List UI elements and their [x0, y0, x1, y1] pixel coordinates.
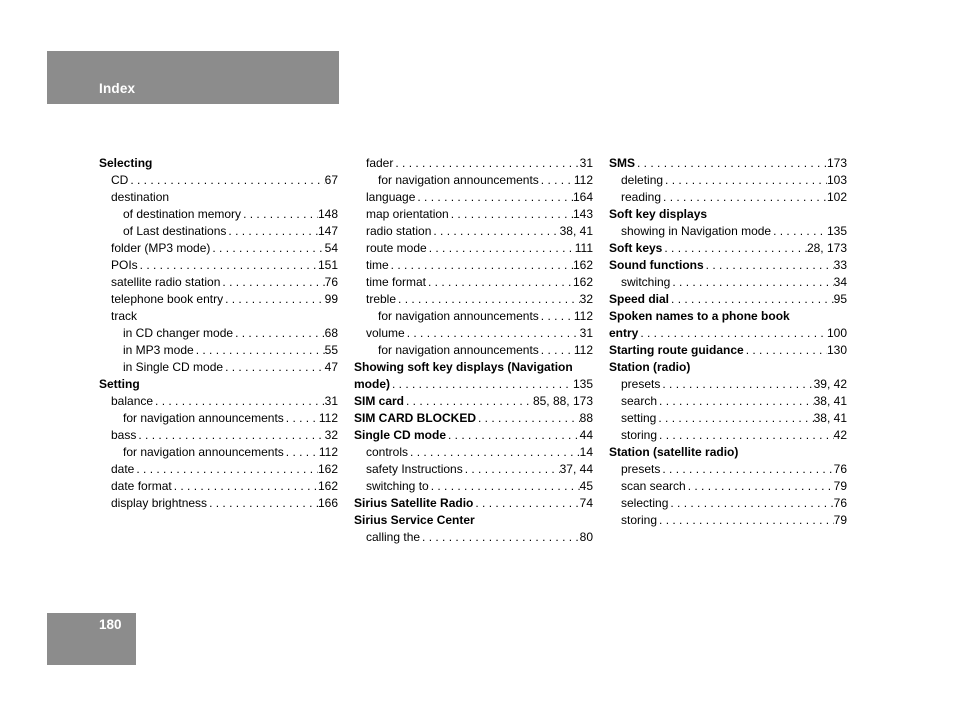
index-entry-term: storing: [621, 428, 658, 442]
index-entry-term: Starting route guidance: [609, 343, 744, 357]
index-entry-pages: 45: [579, 479, 593, 493]
index-entry: [609, 461, 847, 478]
dot-leader: [210, 240, 324, 257]
dot-leader: [136, 427, 324, 444]
index-entry: [609, 359, 847, 376]
dot-leader: [704, 257, 834, 274]
dot-leader: [657, 393, 814, 410]
index-entry: [609, 223, 847, 240]
index-entry-term: setting: [621, 411, 657, 425]
index-entry: [609, 444, 847, 461]
index-entry-pages: 79: [833, 479, 847, 493]
index-entry: [609, 308, 847, 325]
dot-leader: [415, 189, 573, 206]
dot-leader: [284, 410, 319, 427]
index-entry-pages: 31: [579, 326, 593, 340]
index-entry-pages: 151: [317, 258, 338, 272]
index-entry-term: Sirius Satellite Radio: [354, 496, 474, 510]
index-entry: [354, 427, 593, 444]
index-entry-pages: 31: [579, 156, 593, 170]
dot-leader: [429, 478, 580, 495]
index-entry-pages: 76: [833, 496, 847, 510]
dot-leader: [463, 461, 560, 478]
index-entry-term: showing in Navigation mode: [621, 224, 772, 238]
index-entry-pages: 28, 173: [806, 241, 847, 255]
index-entry: [609, 478, 847, 495]
index-entry-pages: 130: [826, 343, 847, 357]
dot-leader: [662, 240, 807, 257]
dot-leader: [128, 172, 324, 189]
index-entry-term: in CD changer mode: [123, 326, 234, 340]
index-entry-term: for navigation announcements: [378, 173, 539, 187]
index-entry-term: search: [621, 394, 658, 408]
dot-leader: [539, 172, 574, 189]
index-entry-term: presets: [621, 377, 661, 391]
dot-leader: [657, 512, 834, 529]
index-entry-term: in MP3 mode: [123, 343, 194, 357]
index-entry-pages: 135: [826, 224, 847, 238]
index-entry: [354, 325, 593, 342]
dot-leader: [153, 393, 325, 410]
index-entry-term: Showing soft key displays (Navigation: [354, 360, 573, 374]
index-entry-pages: 173: [826, 156, 847, 170]
index-entry-pages: 148: [317, 207, 338, 221]
dot-leader: [405, 325, 580, 342]
index-entry-term: switching: [621, 275, 671, 289]
index-entry-term: for navigation announcements: [123, 445, 284, 459]
index-entry-pages: 37, 44: [559, 462, 593, 476]
index-entry-pages: 112: [573, 309, 593, 323]
index-entry: [354, 189, 593, 206]
dot-leader: [635, 155, 827, 172]
index-entry-pages: 103: [826, 173, 847, 187]
index-entry-term: Single CD mode: [354, 428, 447, 442]
index-entry-pages: 44: [579, 428, 593, 442]
index-entry: [354, 495, 593, 512]
dot-leader: [220, 274, 324, 291]
index-entry-pages: 38, 41: [813, 411, 847, 425]
index-entry-term: SIM card: [354, 394, 405, 408]
index-entry-term: volume: [366, 326, 405, 340]
index-entry-pages: 74: [579, 496, 593, 510]
index-entry-pages: 33: [833, 258, 847, 272]
index-entry-term: Speed dial: [609, 292, 670, 306]
index-entry-pages: 143: [572, 207, 593, 221]
index-entry: [609, 206, 847, 223]
dot-leader: [226, 223, 318, 240]
dot-leader: [744, 342, 827, 359]
index-entry: [99, 308, 338, 325]
dot-leader: [656, 410, 813, 427]
dot-leader: [223, 359, 325, 376]
index-entry-term: for navigation announcements: [378, 343, 539, 357]
index-entry-pages: 100: [826, 326, 847, 340]
index-entry-term: of Last destinations: [123, 224, 227, 238]
index-entry-term: deleting: [621, 173, 664, 187]
index-entry-pages: 54: [324, 241, 338, 255]
index-entry: [354, 172, 593, 189]
index-entry: [609, 257, 847, 274]
index-entry-term: scan search: [621, 479, 686, 493]
index-entry-term: SIM CARD BLOCKED: [354, 411, 476, 425]
page-number-tab: [47, 613, 136, 665]
index-entry-term: in Single CD mode: [123, 360, 224, 374]
index-entry: [354, 512, 593, 529]
dot-leader: [284, 444, 319, 461]
dot-leader: [172, 478, 318, 495]
index-entry: [99, 393, 338, 410]
index-entry: [99, 206, 338, 223]
dot-leader: [638, 325, 827, 342]
index-entry-term: safety Instructions: [366, 462, 463, 476]
index-column-2: [354, 155, 593, 546]
index-entry-term: for navigation announcements: [123, 411, 284, 425]
index-entry-pages: 162: [572, 258, 593, 272]
index-entry: [99, 461, 338, 478]
index-entry-pages: 112: [318, 445, 338, 459]
index-entry: [609, 155, 847, 172]
index-entry: [354, 274, 593, 291]
index-entry: [609, 427, 847, 444]
index-header-tab: [47, 51, 339, 104]
dot-leader: [539, 308, 574, 325]
index-entry-term: balance: [111, 394, 154, 408]
index-entry: [99, 325, 338, 342]
index-entry: [99, 291, 338, 308]
index-entry-pages: 111: [574, 241, 593, 255]
index-entry: [609, 495, 847, 512]
index-entry: [99, 240, 338, 257]
index-entry-term: date: [111, 462, 135, 476]
index-entry: [354, 529, 593, 546]
index-entry-term: route mode: [366, 241, 427, 255]
index-entry: [99, 359, 338, 376]
index-entry: [99, 155, 338, 172]
index-entry-pages: 34: [833, 275, 847, 289]
dot-leader: [657, 427, 834, 444]
dot-leader: [539, 342, 574, 359]
index-entry: [609, 393, 847, 410]
index-entry: [609, 274, 847, 291]
index-entry-term: language: [366, 190, 416, 204]
index-entry: [99, 410, 338, 427]
dot-leader: [668, 495, 833, 512]
dot-leader: [476, 410, 580, 427]
index-entry-term: switching to: [366, 479, 429, 493]
dot-leader: [223, 291, 325, 308]
index-entry-pages: 80: [579, 530, 593, 544]
index-entry: [99, 189, 338, 206]
index-entry-pages: 162: [317, 462, 338, 476]
index-entry-pages: 162: [572, 275, 593, 289]
index-entry-pages: 102: [826, 190, 847, 204]
index-entry-term: satellite radio station: [111, 275, 221, 289]
index-entry-term: Selecting: [99, 156, 153, 170]
index-entry-term: CD: [111, 173, 129, 187]
index-entry: [99, 342, 338, 359]
index-entry: [354, 308, 593, 325]
index-entry-pages: 79: [833, 513, 847, 527]
index-entry-pages: 76: [833, 462, 847, 476]
index-entry-term: Soft keys: [609, 241, 663, 255]
dot-leader: [660, 376, 813, 393]
dot-leader: [660, 461, 833, 478]
dot-leader: [426, 274, 573, 291]
index-entry: [354, 240, 593, 257]
index-entry-term: mode): [354, 377, 390, 391]
index-entry-term: controls: [366, 445, 409, 459]
index-entry-term: radio station: [366, 224, 432, 238]
index-entry-term: telephone book entry: [111, 292, 224, 306]
dot-leader: [427, 240, 575, 257]
index-column-1: [99, 155, 338, 512]
index-entry: [99, 274, 338, 291]
index-entry: [354, 291, 593, 308]
index-entry-pages: 67: [324, 173, 338, 187]
dot-leader: [446, 427, 580, 444]
index-entry: [354, 223, 593, 240]
index-entry: [354, 410, 593, 427]
index-entry-pages: 164: [572, 190, 593, 204]
dot-leader: [241, 206, 318, 223]
index-entry-pages: 68: [324, 326, 338, 340]
index-entry: [354, 393, 593, 410]
index-entry: [354, 376, 593, 393]
index-entry-pages: 162: [317, 479, 338, 493]
index-entry-pages: 38, 41: [559, 224, 593, 238]
index-entry-pages: 88: [579, 411, 593, 425]
index-entry: [609, 240, 847, 257]
index-entry-term: SMS: [609, 156, 636, 170]
index-entry-pages: 14: [579, 445, 593, 459]
dot-leader: [233, 325, 325, 342]
dot-leader: [771, 223, 827, 240]
index-entry: [354, 155, 593, 172]
dot-leader: [390, 376, 573, 393]
index-entry-term: Spoken names to a phone book: [609, 309, 790, 323]
index-entry-pages: 38, 41: [813, 394, 847, 408]
index-column-3: [609, 155, 847, 529]
index-entry-term: Sound functions: [609, 258, 704, 272]
dot-leader: [134, 461, 318, 478]
dot-leader: [393, 155, 579, 172]
index-entry-term: Station (radio): [609, 360, 691, 374]
index-entry: [99, 223, 338, 240]
index-entry-term: calling the: [366, 530, 421, 544]
index-entry: [609, 291, 847, 308]
dot-leader: [663, 172, 827, 189]
index-entry-pages: 99: [324, 292, 338, 306]
page-number: 180: [99, 617, 122, 632]
index-entry: [609, 512, 847, 529]
index-entry-term: time format: [366, 275, 427, 289]
dot-leader: [396, 291, 580, 308]
dot-leader: [661, 189, 827, 206]
index-entry-term: bass: [111, 428, 137, 442]
index-entry-pages: 42: [833, 428, 847, 442]
index-entry: [354, 461, 593, 478]
index-entry: [354, 342, 593, 359]
index-entry: [99, 172, 338, 189]
index-entry-term: of destination memory: [123, 207, 242, 221]
index-entry: [354, 257, 593, 274]
dot-leader: [670, 274, 833, 291]
dot-leader: [669, 291, 834, 308]
index-entry: [609, 342, 847, 359]
index-entry-pages: 95: [833, 292, 847, 306]
index-entry: [609, 325, 847, 342]
index-entry-pages: 32: [324, 428, 338, 442]
index-entry-pages: 166: [317, 496, 338, 510]
index-entry-term: storing: [621, 513, 658, 527]
index-entry-pages: 31: [324, 394, 338, 408]
index-entry-pages: 39, 42: [813, 377, 847, 391]
index-entry-pages: 135: [572, 377, 593, 391]
index-entry: [99, 495, 338, 512]
index-entry-pages: 55: [324, 343, 338, 357]
dot-leader: [207, 495, 318, 512]
index-entry-term: treble: [366, 292, 397, 306]
index-entry-term: folder (MP3 mode): [111, 241, 211, 255]
dot-leader: [431, 223, 559, 240]
page-title: Index: [99, 81, 136, 96]
index-entry-term: reading: [621, 190, 662, 204]
index-entry: [354, 206, 593, 223]
index-entry: [99, 444, 338, 461]
index-entry: [609, 410, 847, 427]
index-entry-pages: 112: [573, 343, 593, 357]
dot-leader: [404, 393, 533, 410]
index-entry: [99, 376, 338, 393]
index-entry-pages: 112: [573, 173, 593, 187]
index-entry-pages: 47: [324, 360, 338, 374]
dot-leader: [138, 257, 318, 274]
dot-leader: [686, 478, 834, 495]
index-entry-term: Sirius Service Center: [354, 513, 475, 527]
index-entry-term: display brightness: [111, 496, 208, 510]
index-entry: [609, 376, 847, 393]
index-entry: [99, 478, 338, 495]
index-entry-term: Soft key displays: [609, 207, 708, 221]
index-entry-term: presets: [621, 462, 661, 476]
index-entry-pages: 85, 88, 173: [532, 394, 593, 408]
index-entry: [354, 359, 593, 376]
index-entry: [609, 172, 847, 189]
index-entry-term: fader: [366, 156, 394, 170]
index-entry: [354, 444, 593, 461]
index-entry-term: date format: [111, 479, 172, 493]
dot-leader: [194, 342, 325, 359]
index-entry-term: map orientation: [366, 207, 449, 221]
index-entry: [99, 257, 338, 274]
index-entry-term: Station (satellite radio): [609, 445, 739, 459]
index-entry-term: track: [111, 309, 138, 323]
index-entry-term: for navigation announcements: [378, 309, 539, 323]
dot-leader: [420, 529, 580, 546]
index-entry-term: entry: [609, 326, 639, 340]
index-entry-term: destination: [111, 190, 170, 204]
index-entry-pages: 112: [318, 411, 338, 425]
index-entry-term: selecting: [621, 496, 669, 510]
index-entry: [609, 189, 847, 206]
dot-leader: [389, 257, 573, 274]
dot-leader: [449, 206, 573, 223]
index-entry-term: POIs: [111, 258, 138, 272]
index-entry-term: time: [366, 258, 389, 272]
index-entry: [99, 427, 338, 444]
index-entry-pages: 32: [579, 292, 593, 306]
index-entry-pages: 76: [324, 275, 338, 289]
index-entry: [354, 478, 593, 495]
dot-leader: [473, 495, 579, 512]
dot-leader: [408, 444, 580, 461]
index-entry-term: Setting: [99, 377, 140, 391]
index-entry-pages: 147: [317, 224, 338, 238]
